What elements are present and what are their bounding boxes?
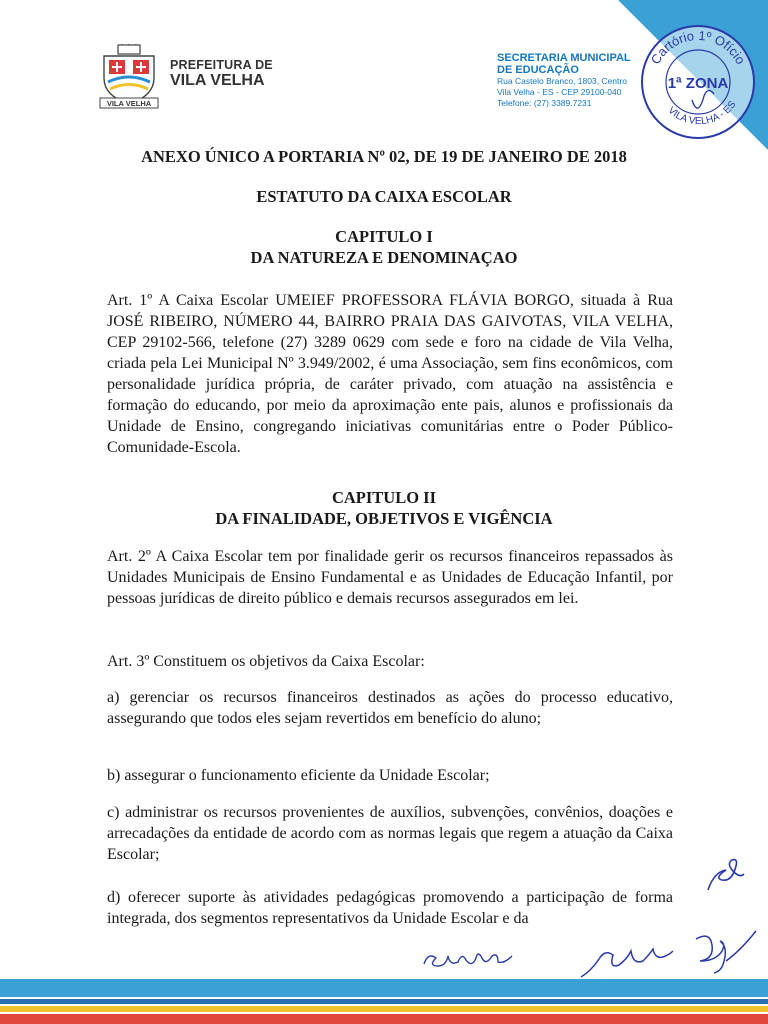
logo-caption: VILA VELHA <box>106 99 152 108</box>
city-hall-line1: PREFEITURA DE <box>170 58 273 72</box>
article-2: Art. 2º A Caixa Escolar tem por finalidade gerir os recursos financeiros repassados às Unidades Municipais de Ensino Fundamental e as Unidades de Educação Infantil, por pessoas jurídicas de direito público e demais recursos assegurados em lei. <box>107 548 673 607</box>
chapter-2-heading: CAPITULO II <box>331 488 437 507</box>
chapter-1-heading: CAPITULO I <box>335 227 433 246</box>
initials-mark-right <box>700 850 750 900</box>
signature-3 <box>690 925 760 980</box>
footer-stripes <box>0 979 768 1024</box>
secretariat-block <box>497 52 631 109</box>
document-subtitle: ESTATUTO DA CAIXA ESCOLAR <box>256 187 512 206</box>
city-coat-of-arms-icon <box>98 44 160 110</box>
secretariat-city: Vila Velha - ES - CEP 29100-040 <box>497 87 622 97</box>
secretariat-address: Rua Castelo Branco, 1803, Centro <box>497 76 627 86</box>
secretariat-line2: DE EDUCAÇÃO <box>497 64 579 76</box>
chapter-2-title: DA FINALIDADE, OBJETIVOS E VIGÊNCIA <box>215 509 553 528</box>
city-hall-name <box>170 58 273 88</box>
signature-2 <box>575 935 685 985</box>
stamp-zone-text: 1ª ZONA <box>667 75 729 92</box>
signature-1 <box>418 940 538 980</box>
stamp-top-text: Cartório 1º Ofício <box>647 27 749 67</box>
item-b: b) assegurar o funcionamento eficiente da Unidade Escolar; <box>107 767 490 784</box>
stamp-bottom-text: VILA VELHA - ES <box>665 99 739 128</box>
document-title: ANEXO ÚNICO A PORTARIA Nº 02, DE 19 DE JANEIRO DE 2018 <box>141 147 627 166</box>
notary-stamp <box>636 18 760 142</box>
article-1: Art. 1º A Caixa Escolar UMEIEF PROFESSORA FLÁVIA BORGO, situada à Rua JOSÉ RIBEIRO, NÚMERO 44, BAIRRO PRAIA DAS GAIVOTAS, VILA VELHA, CEP 29102-566, telefone (27) 3289 0629 com sede e foro na cidade de Vila Velha, criada pela Lei Municipal Nº 3.949/2002, é uma Associação, sem fins econômicos, com personalidade jurídica própria, de caráter privado, com atuação na assistência e formação do educando, por meio da aproximação ente pais, alunos e profissionais da Unidade de Ensino, congregando iniciativas comunitárias entre o Poder Público-Comunidade-Escola. <box>107 292 673 456</box>
article-3: Art. 3º Constituem os objetivos da Caixa Escolar: <box>107 653 425 670</box>
item-c: c) administrar os recursos provenientes de auxílios, subvenções, convênios, doações e arrecadações da entidade de acordo com as normas legais que regem a atuação da Caixa Escolar; <box>107 804 673 863</box>
item-a: a) gerenciar os recursos financeiros destinados as ações do processo educativo, assegurando que todos eles sejam revertidos em benefício do aluno; <box>107 689 673 727</box>
secretariat-line1: SECRETARIA MUNICIPAL <box>497 52 631 64</box>
item-d: d) oferecer suporte às atividades pedagógicas promovendo a participação de forma integrada, dos segmentos representativos da Unidade Escolar e da <box>107 889 673 927</box>
chapter-1-title: DA NATUREZA E DENOMINAÇAO <box>250 248 518 267</box>
city-hall-line2: VILA VELHA <box>170 72 265 89</box>
secretariat-phone: Telefone: (27) 3389.7231 <box>497 98 592 108</box>
